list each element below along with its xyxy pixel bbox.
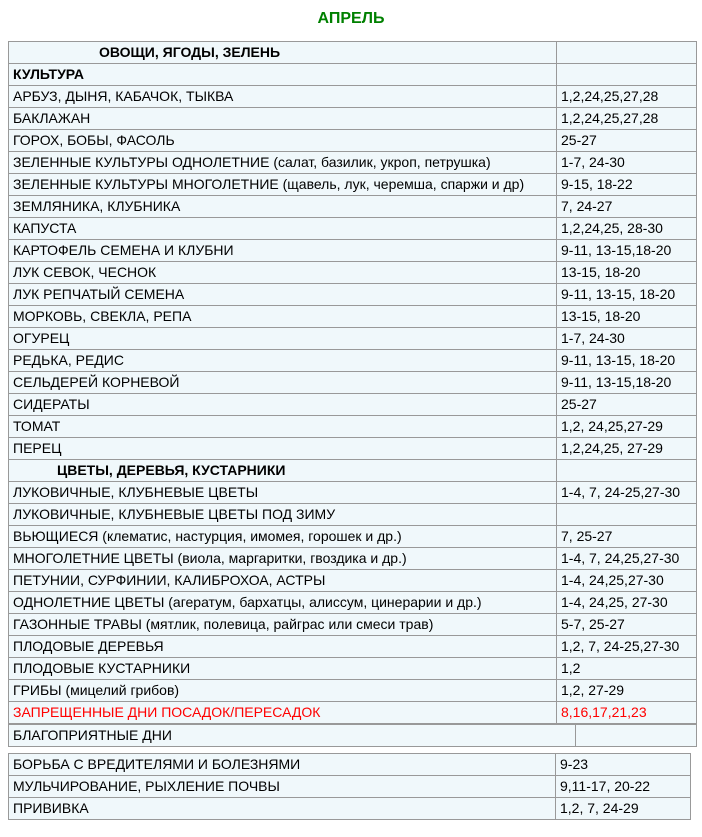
forbidden-days-dates: 8,16,17,21,23 xyxy=(557,702,697,724)
table-row xyxy=(9,526,697,548)
table-row xyxy=(9,350,697,372)
dates-cell: 1-4, 24,25,27-30 xyxy=(557,570,697,592)
favorable-days-row xyxy=(9,725,697,747)
dates-cell: 1,2,24,25, 27-29 xyxy=(557,438,697,460)
table-row xyxy=(9,108,697,130)
table-row xyxy=(9,592,697,614)
table-row xyxy=(9,328,697,350)
culture-cell: ЛУК СЕВОК, ЧЕСНОК xyxy=(9,262,557,284)
dates-cell: 1-4, 7, 24,25,27-30 xyxy=(557,548,697,570)
culture-cell: АРБУЗ, ДЫНЯ, КАБАЧОК, ТЫКВА xyxy=(9,86,557,108)
dates-cell: 25-27 xyxy=(557,130,697,152)
forbidden-days-row xyxy=(9,702,697,724)
section-row-vegetables xyxy=(9,42,697,64)
table-row xyxy=(9,798,691,820)
favorable-days-table xyxy=(8,724,697,747)
table-row xyxy=(9,196,697,218)
column-header-row xyxy=(9,64,697,86)
dates-cell: 7, 25-27 xyxy=(557,526,697,548)
dates-cell: 9-15, 18-22 xyxy=(557,174,697,196)
culture-cell: ЛУКОВИЧНЫЕ, КЛУБНЕВЫЕ ЦВЕТЫ ПОД ЗИМУ xyxy=(9,504,557,526)
culture-cell: ЗЕЛЕННЫЕ КУЛЬТУРЫ ОДНОЛЕТНИЕ (салат, базилик, укроп, петрушка) xyxy=(9,152,557,174)
table-row xyxy=(9,284,697,306)
dates-cell: 9-11, 13-15,18-20 xyxy=(557,240,697,262)
garden-works-table xyxy=(8,753,691,820)
table-row xyxy=(9,504,697,526)
culture-cell: ЗЕЛЕННЫЕ КУЛЬТУРЫ МНОГОЛЕТНИЕ (щавель, лук, черемша, спаржи и др) xyxy=(9,174,557,196)
culture-cell: ВЬЮЩИЕСЯ (клематис, настурция, имомея, горошек и др.) xyxy=(9,526,557,548)
planting-calendar-table xyxy=(8,41,697,724)
table-row xyxy=(9,754,691,776)
culture-cell: ПЕРЕЦ xyxy=(9,438,557,460)
table-row xyxy=(9,262,697,284)
table-row xyxy=(9,306,697,328)
dates-cell: 9-11, 13-15, 18-20 xyxy=(557,350,697,372)
dates-cell xyxy=(557,504,697,526)
table-row xyxy=(9,174,697,196)
dates-cell: 9-23 xyxy=(556,754,691,776)
table-row xyxy=(9,372,697,394)
dates-cell: 1,2, 24,25,27-29 xyxy=(557,416,697,438)
section-label: ЦВЕТЫ, ДЕРЕВЬЯ, КУСТАРНИКИ xyxy=(9,460,557,482)
culture-cell: КАРТОФЕЛЬ СЕМЕНА И КЛУБНИ xyxy=(9,240,557,262)
dates-cell: 1,2,24,25,27,28 xyxy=(557,86,697,108)
table-row xyxy=(9,416,697,438)
work-cell: БОРЬБА С ВРЕДИТЕЛЯМИ И БОЛЕЗНЯМИ xyxy=(9,754,556,776)
dates-cell: 13-15, 18-20 xyxy=(557,306,697,328)
dates-cell: 9-11, 13-15,18-20 xyxy=(557,372,697,394)
table-row xyxy=(9,570,697,592)
table-row xyxy=(9,658,697,680)
culture-cell: ГРИБЫ (мицелий грибов) xyxy=(9,680,557,702)
forbidden-days-label: ЗАПРЕЩЕННЫЕ ДНИ ПОСАДОК/ПЕРЕСАДОК xyxy=(9,702,557,724)
culture-cell: ПЕТУНИИ, СУРФИНИИ, КАЛИБРОХОА, АСТРЫ xyxy=(9,570,557,592)
culture-cell: ПЛОДОВЫЕ ДЕРЕВЬЯ xyxy=(9,636,557,658)
table-row xyxy=(9,152,697,174)
table-row xyxy=(9,636,697,658)
page-title: АПРЕЛЬ xyxy=(317,10,385,27)
dates-cell: 1-4, 24,25, 27-30 xyxy=(557,592,697,614)
dates-cell: 7, 24-27 xyxy=(557,196,697,218)
dates-cell: 1,2, 7, 24-29 xyxy=(556,798,691,820)
table-row xyxy=(9,776,691,798)
dates-cell xyxy=(576,725,697,747)
section-row-flowers xyxy=(9,460,697,482)
work-cell: МУЛЬЧИРОВАНИЕ, РЫХЛЕНИЕ ПОЧВЫ xyxy=(9,776,556,798)
dates-cell xyxy=(557,460,697,482)
section-label: ОВОЩИ, ЯГОДЫ, ЗЕЛЕНЬ xyxy=(9,42,557,64)
dates-cell xyxy=(557,64,697,86)
culture-cell: СИДЕРАТЫ xyxy=(9,394,557,416)
table-row xyxy=(9,394,697,416)
dates-cell xyxy=(557,42,697,64)
dates-cell: 1,2, 27-29 xyxy=(557,680,697,702)
culture-cell: ПЛОДОВЫЕ КУСТАРНИКИ xyxy=(9,658,557,680)
culture-header-cell: КУЛЬТУРА xyxy=(9,64,557,86)
culture-cell: ГАЗОННЫЕ ТРАВЫ (мятлик, полевица, райграс или смеси трав) xyxy=(9,614,557,636)
dates-cell: 1-7, 24-30 xyxy=(557,152,697,174)
culture-cell: ОДНОЛЕТНИЕ ЦВЕТЫ (агератум, бархатцы, алиссум, цинерарии и др.) xyxy=(9,592,557,614)
dates-cell: 1,2,24,25, 28-30 xyxy=(557,218,697,240)
table-row xyxy=(9,218,697,240)
culture-cell: ТОМАТ xyxy=(9,416,557,438)
culture-cell: ОГУРЕЦ xyxy=(9,328,557,350)
dates-cell: 9-11, 13-15, 18-20 xyxy=(557,284,697,306)
dates-cell: 1,2 xyxy=(557,658,697,680)
culture-cell: ЛУКОВИЧНЫЕ, КЛУБНЕВЫЕ ЦВЕТЫ xyxy=(9,482,557,504)
dates-cell: 1-7, 24-30 xyxy=(557,328,697,350)
culture-cell: СЕЛЬДЕРЕЙ КОРНЕВОЙ xyxy=(9,372,557,394)
culture-cell: МОРКОВЬ, СВЕКЛА, РЕПА xyxy=(9,306,557,328)
culture-cell: ЗЕМЛЯНИКА, КЛУБНИКА xyxy=(9,196,557,218)
culture-cell: ГОРОХ, БОБЫ, ФАСОЛЬ xyxy=(9,130,557,152)
table-row xyxy=(9,438,697,460)
dates-cell: 1,2, 7, 24-25,27-30 xyxy=(557,636,697,658)
favorable-days-label: БЛАГОПРИЯТНЫЕ ДНИ xyxy=(9,725,576,747)
dates-cell: 13-15, 18-20 xyxy=(557,262,697,284)
dates-cell: 1-4, 7, 24-25,27-30 xyxy=(557,482,697,504)
dates-cell: 1,2,24,25,27,28 xyxy=(557,108,697,130)
dates-cell: 9,11-17, 20-22 xyxy=(556,776,691,798)
table-row xyxy=(9,614,697,636)
table-row xyxy=(9,548,697,570)
culture-cell: ЛУК РЕПЧАТЫЙ СЕМЕНА xyxy=(9,284,557,306)
table-row xyxy=(9,680,697,702)
culture-cell: КАПУСТА xyxy=(9,218,557,240)
culture-cell: МНОГОЛЕТНИЕ ЦВЕТЫ (виола, маргаритки, гвоздика и др.) xyxy=(9,548,557,570)
table-row xyxy=(9,482,697,504)
culture-cell: РЕДЬКА, РЕДИС xyxy=(9,350,557,372)
table-row xyxy=(9,130,697,152)
table-row xyxy=(9,240,697,262)
work-cell: ПРИВИВКА xyxy=(9,798,556,820)
dates-cell: 25-27 xyxy=(557,394,697,416)
culture-cell: БАКЛАЖАН xyxy=(9,108,557,130)
table-row xyxy=(9,86,697,108)
dates-cell: 5-7, 25-27 xyxy=(557,614,697,636)
